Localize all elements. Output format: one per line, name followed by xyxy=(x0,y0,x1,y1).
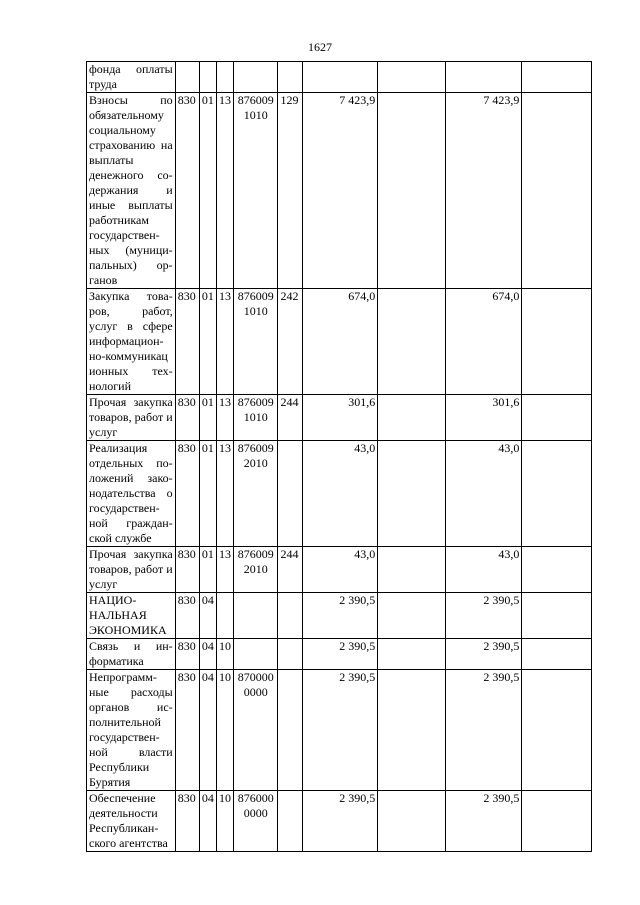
table-row xyxy=(87,289,592,395)
row-vr-cell xyxy=(278,670,302,791)
row-csr-cell: 870000 0000 xyxy=(234,670,278,791)
budget-rows xyxy=(87,62,592,852)
row-gr-cell: 830 xyxy=(175,547,199,593)
row-name-cell: Взносы по обязательному социальному страхованию на выплаты денежного со-держания и иные выплаты работникам государствен-ных (муници-пальных) ор-ганов xyxy=(87,93,176,289)
row-sum1-cell: 43,0 xyxy=(302,547,378,593)
row-sum1-cell: 7 423,9 xyxy=(302,93,378,289)
table-row xyxy=(87,593,592,639)
row-sum1-cell: 2 390,5 xyxy=(302,791,378,852)
row-name-cell: НАЦИО-НАЛЬНАЯ ЭКОНОМИКА xyxy=(87,593,176,639)
row-name-cell: Закупка това-ров, работ, услуг в сфере информацион-но-коммуникац ионных тех-нологий xyxy=(87,289,176,395)
row-gr-cell: 830 xyxy=(175,441,199,547)
row-sum4-cell xyxy=(522,62,592,93)
table-row xyxy=(87,547,592,593)
row-csr-cell: 876009 1010 xyxy=(234,93,278,289)
row-csr-cell xyxy=(234,639,278,670)
row-csr-cell: 876009 1010 xyxy=(234,395,278,441)
row-sum3-cell: 7 423,9 xyxy=(445,93,522,289)
row-pr-cell: 10 xyxy=(217,670,234,791)
page-number: 1627 xyxy=(308,40,332,54)
table-row xyxy=(87,791,592,852)
row-gr-cell: 830 xyxy=(175,289,199,395)
row-pr-cell: 10 xyxy=(217,791,234,852)
row-rz-cell: 01 xyxy=(199,93,216,289)
row-sum1-cell: 2 390,5 xyxy=(302,593,378,639)
row-pr-cell: 13 xyxy=(217,93,234,289)
row-vr-cell: 244 xyxy=(278,395,302,441)
row-sum3-cell: 301,6 xyxy=(445,395,522,441)
row-sum3-cell: 2 390,5 xyxy=(445,593,522,639)
row-sum1-cell: 43,0 xyxy=(302,441,378,547)
row-csr-cell: 876009 1010 xyxy=(234,289,278,395)
row-sum4-cell xyxy=(522,289,592,395)
row-sum3-cell: 2 390,5 xyxy=(445,639,522,670)
row-sum4-cell xyxy=(522,593,592,639)
row-gr-cell: 830 xyxy=(175,791,199,852)
row-gr-cell: 830 xyxy=(175,639,199,670)
row-gr-cell xyxy=(175,62,199,93)
row-sum4-cell xyxy=(522,93,592,289)
row-name-cell: фонда оплаты труда xyxy=(87,62,176,93)
row-sum2-cell xyxy=(378,441,446,547)
row-sum2-cell xyxy=(378,395,446,441)
row-rz-cell: 04 xyxy=(199,639,216,670)
row-sum2-cell xyxy=(378,670,446,791)
row-csr-cell xyxy=(234,62,278,93)
row-sum3-cell: 674,0 xyxy=(445,289,522,395)
row-rz-cell: 04 xyxy=(199,593,216,639)
row-sum3-cell: 43,0 xyxy=(445,441,522,547)
row-rz-cell: 01 xyxy=(199,441,216,547)
row-rz-cell: 04 xyxy=(199,670,216,791)
row-csr-cell: 876000 0000 xyxy=(234,791,278,852)
row-pr-cell: 13 xyxy=(217,289,234,395)
row-sum1-cell: 2 390,5 xyxy=(302,670,378,791)
row-name-cell: Обеспечение деятельности Республикан-ского агентства xyxy=(87,791,176,852)
table-row xyxy=(87,93,592,289)
row-name-cell: Прочая закупка товаров, работ и услуг xyxy=(87,395,176,441)
row-sum2-cell xyxy=(378,289,446,395)
row-vr-cell xyxy=(278,593,302,639)
row-sum4-cell xyxy=(522,670,592,791)
row-name-cell: Реализация отдельных по-ложений зако-нодательства о государствен-ной граждан-ской службе xyxy=(87,441,176,547)
row-pr-cell: 13 xyxy=(217,441,234,547)
row-vr-cell xyxy=(278,441,302,547)
table-row xyxy=(87,395,592,441)
row-sum1-cell: 301,6 xyxy=(302,395,378,441)
row-sum3-cell: 2 390,5 xyxy=(445,791,522,852)
row-rz-cell: 01 xyxy=(199,395,216,441)
row-pr-cell xyxy=(217,62,234,93)
row-sum4-cell xyxy=(522,791,592,852)
row-sum1-cell: 2 390,5 xyxy=(302,639,378,670)
row-pr-cell: 13 xyxy=(217,547,234,593)
row-name-cell: Прочая закупка товаров, работ и услуг xyxy=(87,547,176,593)
row-rz-cell: 01 xyxy=(199,289,216,395)
budget-table xyxy=(86,61,592,852)
row-rz-cell xyxy=(199,62,216,93)
row-gr-cell: 830 xyxy=(175,93,199,289)
row-sum3-cell: 2 390,5 xyxy=(445,670,522,791)
row-sum3-cell xyxy=(445,62,522,93)
row-vr-cell xyxy=(278,639,302,670)
row-vr-cell xyxy=(278,791,302,852)
row-sum1-cell xyxy=(302,62,378,93)
row-vr-cell: 244 xyxy=(278,547,302,593)
row-name-cell: Непрограмм-ные расходы органов ис-полнительной государствен-ной власти Республики Бурятия xyxy=(87,670,176,791)
table-row xyxy=(87,670,592,791)
row-sum2-cell xyxy=(378,547,446,593)
row-vr-cell: 242 xyxy=(278,289,302,395)
table-row xyxy=(87,441,592,547)
row-vr-cell xyxy=(278,62,302,93)
row-gr-cell: 830 xyxy=(175,593,199,639)
row-rz-cell: 04 xyxy=(199,791,216,852)
row-gr-cell: 830 xyxy=(175,395,199,441)
row-sum3-cell: 43,0 xyxy=(445,547,522,593)
table-row xyxy=(87,62,592,93)
row-gr-cell: 830 xyxy=(175,670,199,791)
row-sum4-cell xyxy=(522,441,592,547)
row-sum2-cell xyxy=(378,791,446,852)
row-csr-cell: 876009 2010 xyxy=(234,547,278,593)
table-row xyxy=(87,639,592,670)
row-csr-cell: 876009 2010 xyxy=(234,441,278,547)
row-sum2-cell xyxy=(378,62,446,93)
row-pr-cell: 10 xyxy=(217,639,234,670)
row-name-cell: Связь и ин-форматика xyxy=(87,639,176,670)
row-rz-cell: 01 xyxy=(199,547,216,593)
row-sum2-cell xyxy=(378,93,446,289)
row-vr-cell: 129 xyxy=(278,93,302,289)
row-csr-cell xyxy=(234,593,278,639)
row-pr-cell: 13 xyxy=(217,395,234,441)
row-sum1-cell: 674,0 xyxy=(302,289,378,395)
row-sum2-cell xyxy=(378,639,446,670)
row-pr-cell xyxy=(217,593,234,639)
row-sum4-cell xyxy=(522,395,592,441)
row-sum2-cell xyxy=(378,593,446,639)
row-sum4-cell xyxy=(522,639,592,670)
row-sum4-cell xyxy=(522,547,592,593)
